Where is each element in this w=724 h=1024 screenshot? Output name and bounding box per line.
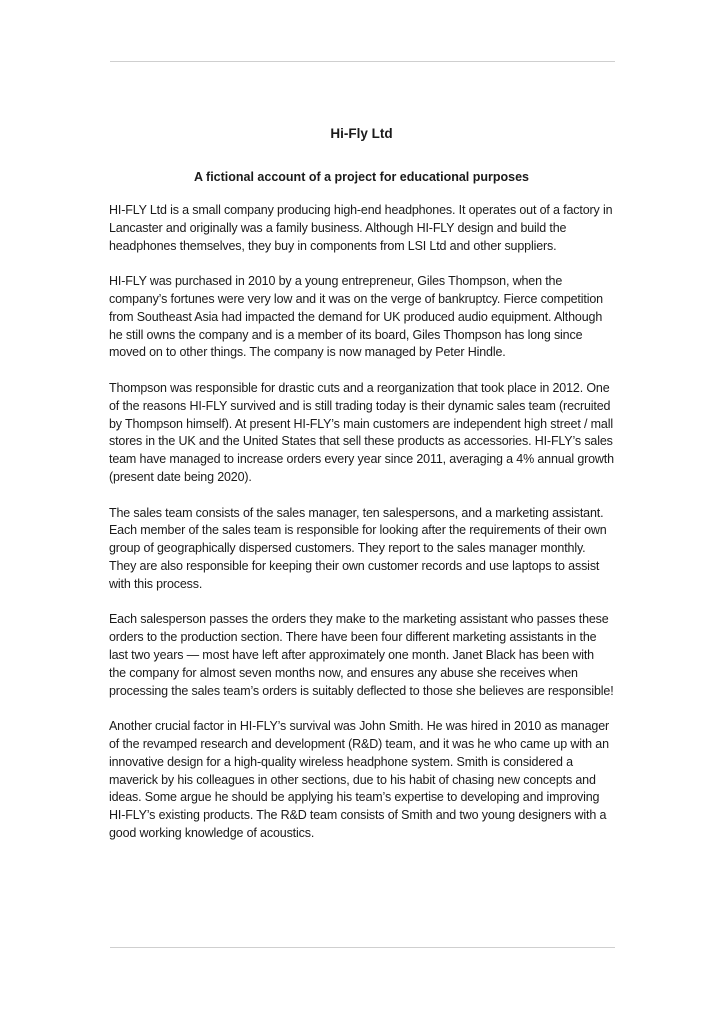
bottom-divider <box>110 947 615 948</box>
document-body <box>109 125 614 843</box>
document-title: Hi-Fly Ltd <box>330 126 393 141</box>
document-subtitle: A fictional account of a project for educational purposes <box>194 170 529 184</box>
paragraph-sales-team: The sales team consists of the sales manager, ten salespersons, and a marketing assistant. Each member of the sales team is responsible for looking after the requirements of their own group of geographically dispersed customers. They report to the sales manager monthly. They are also responsible for keeping their own customer records and use laptops to assist with this process. <box>109 505 607 591</box>
top-divider <box>110 61 615 62</box>
paragraph-marketing-assistant: Each salesperson passes the orders they make to the marketing assistant who passes these orders to the production section. There have been four different marketing assistants in the last two years — most have left after approximately one month. Janet Black has been with the company for almost seven months now, and ensures any abuse she receives when processing the sales team’s orders is suitably deflected to those she believes are responsible! <box>109 612 614 698</box>
paragraph-research-development: Another crucial factor in HI-FLY’s survival was John Smith. He was hired in 2010 as manager of the revamped research and development (R&D) team, and it was he who came up with an innovative design for a high-quality wireless headphone system. Smith is considered a maverick by his colleagues in other sections, due to his habit of chasing new concepts and ideas. Some argue he should be applying his team’s expertise to developing and improving HI-FLY’s existing products. The R&D team consists of Smith and two young designers with a good working knowledge of acoustics. <box>109 719 610 840</box>
paragraph-ownership-history: HI-FLY was purchased in 2010 by a young entrepreneur, Giles Thompson, when the company’s fortunes were very low and it was on the verge of bankruptcy. Fierce competition from Southeast Asia had impacted the demand for UK produced audio equipment. Although he still owns the company and is a member of its board, Giles Thompson has long since moved on to other things. The company is now managed by Peter Hindle. <box>109 274 603 360</box>
paragraph-reorganization: Thompson was responsible for drastic cuts and a reorganization that took place in 2012. One of the reasons HI-FLY survived and is still trading today is their dynamic sales team (recruited by Thompson himself). At present HI-FLY’s main customers are independent high street / mall stores in the UK and the United States that sell these products as accessories. HI-FLY’s sales team have managed to increase orders every year since 2011, averaging a 4% annual growth (present date being 2020). <box>109 380 614 484</box>
paragraph-company-overview: HI-FLY Ltd is a small company producing high-end headphones. It operates out of a factory in Lancaster and originally was a family business. Although HI-FLY design and build the headphones themselves, they buy in components from LSI Ltd and other suppliers. <box>109 203 613 253</box>
